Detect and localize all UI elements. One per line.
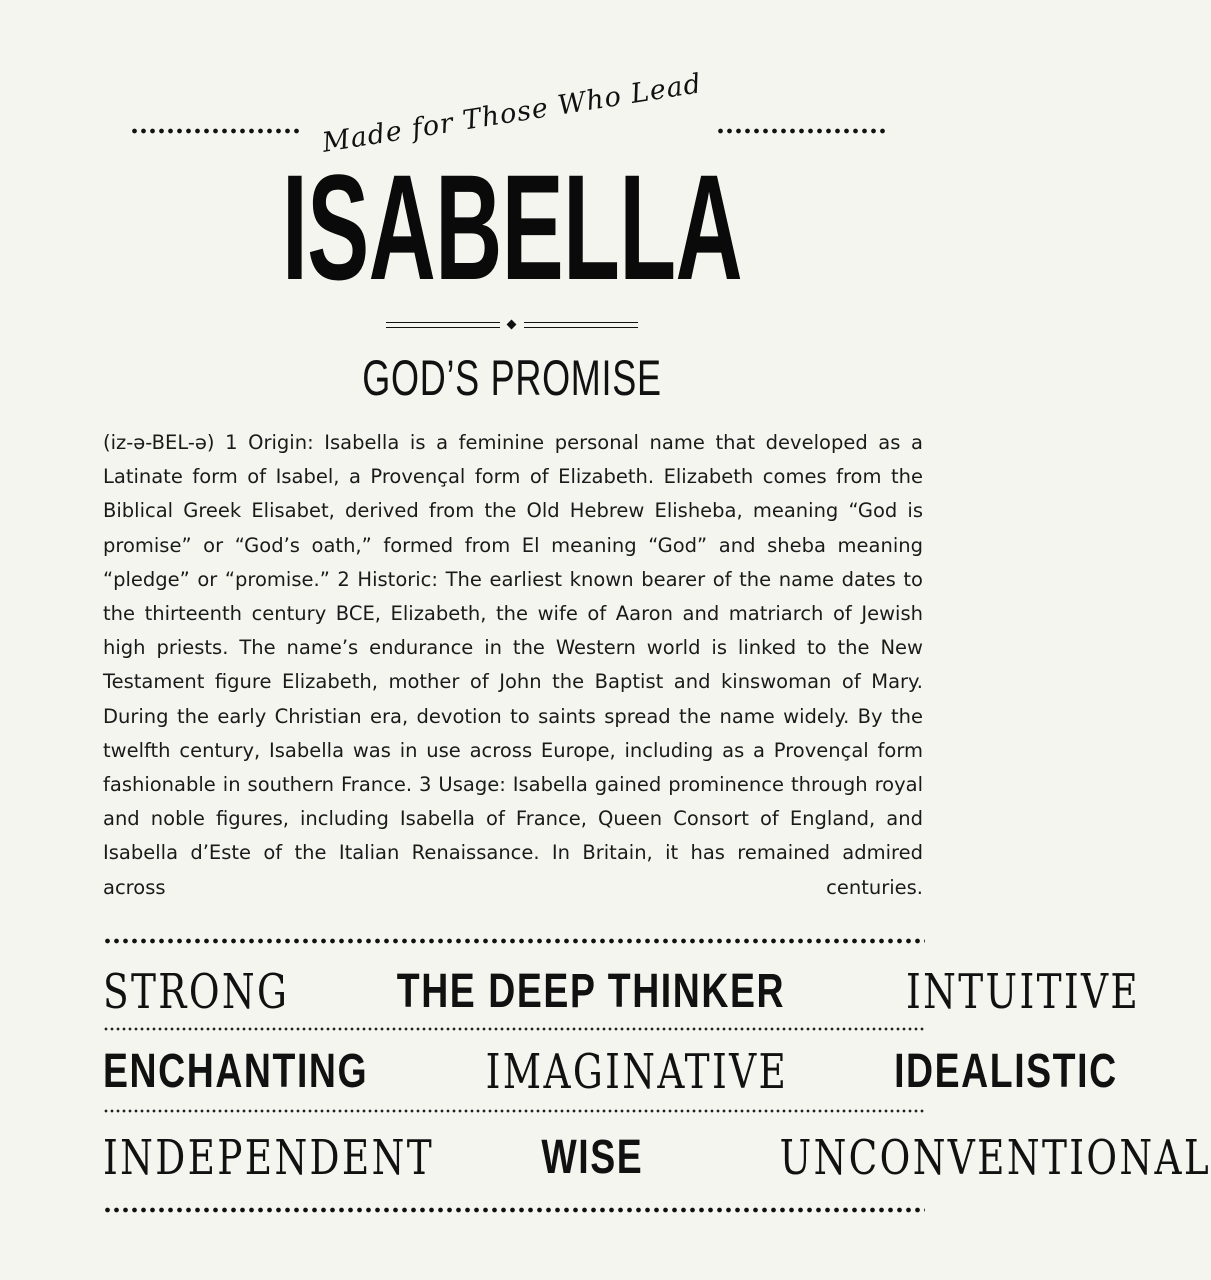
ornament-lines-left bbox=[386, 322, 500, 328]
trait-word: INTUITIVE bbox=[905, 964, 1140, 1020]
ornament-divider bbox=[386, 318, 638, 332]
trait-word: WISE bbox=[541, 1131, 644, 1184]
trait-word: ENCHANTING bbox=[103, 1045, 369, 1098]
tagline-row bbox=[0, 68, 1024, 159]
traits-dotted-rule bbox=[103, 1109, 925, 1113]
name-title: ISABELLA bbox=[281, 143, 743, 311]
trait-row bbox=[103, 962, 1140, 1022]
trait-row bbox=[103, 1042, 1118, 1102]
trait-word: IMAGINATIVE bbox=[485, 1044, 789, 1100]
traits-dotted-rule-top bbox=[103, 938, 925, 944]
tagline-dotted-rule-left bbox=[130, 128, 302, 134]
traits-dotted-rule-bottom bbox=[103, 1207, 925, 1213]
name-description: (iz-ə-BEL-ə) 1 Origin: Isabella is a feminine personal name that developed as a Latinate form of Isabel, a Provençal form of Elizabeth. Elizabeth comes from the Biblical Greek Elisabet, derived from the Old Hebrew Elisheba, meaning “God is promise” or “God’s oath,” formed from El meaning “God” and sheba meaning “pledge” or “promise.” 2 Historic: The earliest known bearer of the name dates to the thirteenth century BCE, Elizabeth, the wife of Aaron and matriarch of Jewish high priests. The name’s endurance in the Western world is linked to the New Testament figure Elizabeth, mother of John the Baptist and kinswoman of Mary. During the early Christian era, devotion to saints spread the name widely. By the twelfth century, Isabella was in use across Europe, including as a Provençal form fashionable in southern France. 3 Usage: Isabella gained prominence through royal and noble figures, including Isabella of France, Queen Consort of England, and Isabella d’Este of the Italian Renaissance. In Britain, it has remained admired across centuries. bbox=[103, 431, 923, 899]
trait-word: IDEALISTIC bbox=[893, 1045, 1118, 1098]
trait-row bbox=[103, 1128, 1211, 1188]
trait-word: INDEPENDENT bbox=[103, 1130, 435, 1186]
tagline: Made for Those Who Lead bbox=[320, 68, 704, 159]
name-meaning: GOD’S PROMISE bbox=[362, 350, 662, 406]
diamond-icon bbox=[507, 320, 517, 330]
trait-word: STRONG bbox=[103, 964, 290, 1020]
traits-dotted-rule bbox=[103, 1027, 925, 1031]
tagline-dotted-rule-right bbox=[716, 128, 888, 134]
trait-word: THE DEEP THINKER bbox=[396, 965, 785, 1018]
ornament-lines-right bbox=[524, 322, 638, 328]
trait-word: UNCONVENTIONAL bbox=[779, 1130, 1211, 1186]
